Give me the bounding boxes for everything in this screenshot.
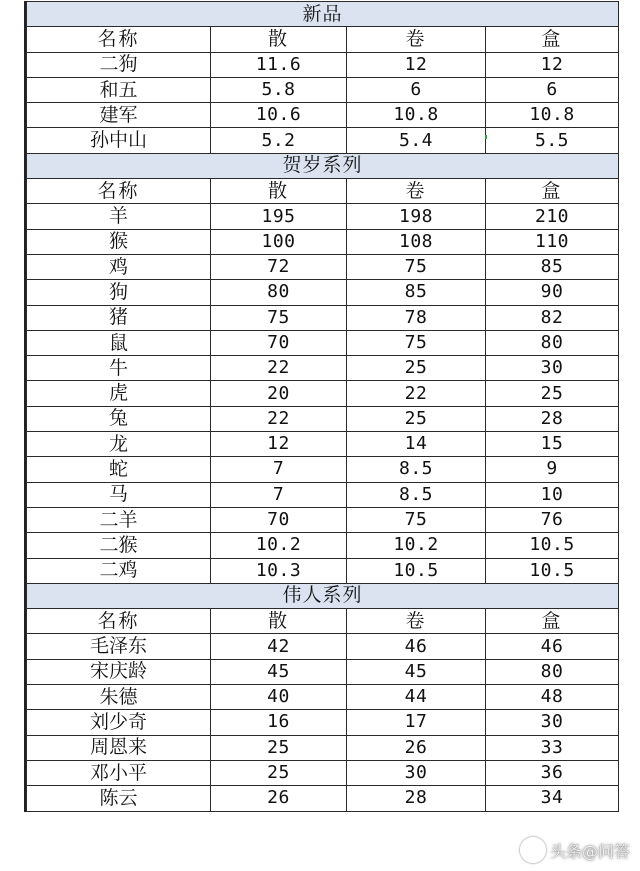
item-name-cell: 朱德 (27, 685, 211, 710)
table-row (27, 254, 619, 279)
price-cell: 48 (486, 685, 619, 710)
item-name-cell: 陈云 (27, 786, 211, 811)
item-name-cell: 羊 (27, 204, 211, 229)
price-cell: 22 (211, 406, 347, 431)
item-name-cell: 孙中山 (27, 128, 211, 153)
price-cell: 25 (486, 381, 619, 406)
item-name-cell: 和五 (27, 77, 211, 102)
price-cell: 44 (347, 685, 486, 710)
column-header-cell: 卷 (347, 179, 486, 204)
toutiao-watermark (520, 837, 630, 863)
price-cell: 12 (211, 432, 347, 457)
column-header-cell: 散 (211, 609, 347, 634)
price-cell: 22 (211, 356, 347, 381)
column-header-cell: 盒 (486, 27, 619, 52)
price-cell: 11.6 (211, 52, 347, 77)
column-header-cell: 盒 (486, 179, 619, 204)
table-row (27, 634, 619, 659)
price-cell: 33 (486, 735, 619, 760)
item-name-cell: 毛泽东 (27, 634, 211, 659)
price-cell: 10.5 (486, 558, 619, 583)
table-row (27, 685, 619, 710)
table-row (27, 457, 619, 482)
price-cell: 26 (347, 735, 486, 760)
table-row (27, 659, 619, 684)
item-name-cell: 虎 (27, 381, 211, 406)
price-cell: 8.5 (347, 482, 486, 507)
price-cell: 80 (486, 330, 619, 355)
item-name-cell: 猪 (27, 305, 211, 330)
table-row (27, 381, 619, 406)
price-cell: 5.5 (486, 128, 619, 153)
column-header-row (27, 609, 619, 634)
price-cell: 10.8 (486, 103, 619, 128)
price-cell: 198 (347, 204, 486, 229)
price-cell: 76 (486, 507, 619, 532)
column-header-cell: 卷 (347, 27, 486, 52)
price-cell: 80 (486, 659, 619, 684)
table-row (27, 406, 619, 431)
column-header-cell: 名称 (27, 27, 211, 52)
price-cell: 8.5 (347, 457, 486, 482)
price-cell: 75 (347, 507, 486, 532)
price-cell: 195 (211, 204, 347, 229)
price-cell: 10.5 (347, 558, 486, 583)
price-cell: 40 (211, 685, 347, 710)
price-cell: 30 (347, 760, 486, 785)
price-cell: 22 (347, 381, 486, 406)
price-cell: 28 (486, 406, 619, 431)
table-row (27, 103, 619, 128)
price-cell: 7 (211, 457, 347, 482)
price-cell: 80 (211, 280, 347, 305)
price-cell: 82 (486, 305, 619, 330)
table-row (27, 735, 619, 760)
table-row (27, 710, 619, 735)
price-table (26, 1, 619, 812)
price-cell: 25 (211, 735, 347, 760)
price-cell: 14 (347, 432, 486, 457)
price-cell: 85 (486, 254, 619, 279)
watermark-text: 头条@问答 (549, 841, 630, 861)
price-cell: 5.4 (347, 128, 486, 153)
item-name-cell: 龙 (27, 432, 211, 457)
price-cell: 45 (211, 659, 347, 684)
item-name-cell: 马 (27, 482, 211, 507)
price-cell: 85 (347, 280, 486, 305)
price-cell: 20 (211, 381, 347, 406)
price-cell: 45 (347, 659, 486, 684)
column-header-row (27, 179, 619, 204)
section-header-row (27, 583, 619, 608)
price-cell: 5.8 (211, 77, 347, 102)
section-header-row (27, 2, 619, 27)
table-row (27, 280, 619, 305)
price-cell: 10.2 (211, 533, 347, 558)
price-cell: 12 (486, 52, 619, 77)
price-cell: 28 (347, 786, 486, 811)
price-cell: 25 (347, 406, 486, 431)
price-cell: 100 (211, 229, 347, 254)
item-name-cell: 二羊 (27, 507, 211, 532)
price-cell: 12 (347, 52, 486, 77)
item-name-cell: 刘少奇 (27, 710, 211, 735)
price-cell: 10.3 (211, 558, 347, 583)
table-row (27, 507, 619, 532)
price-cell: 30 (486, 710, 619, 735)
column-header-cell: 散 (211, 179, 347, 204)
chat-bubble-icon (520, 837, 546, 863)
price-cell: 108 (347, 229, 486, 254)
item-name-cell: 二猴 (27, 533, 211, 558)
table-row (27, 558, 619, 583)
item-name-cell: 宋庆龄 (27, 659, 211, 684)
price-cell: 210 (486, 204, 619, 229)
price-cell: 42 (211, 634, 347, 659)
item-name-cell: 鼠 (27, 330, 211, 355)
item-name-cell: 周恩来 (27, 735, 211, 760)
table-row (27, 482, 619, 507)
table-row (27, 760, 619, 785)
table-row (27, 432, 619, 457)
column-header-cell: 卷 (347, 609, 486, 634)
price-cell: 7 (211, 482, 347, 507)
item-name-cell: 二狗 (27, 52, 211, 77)
column-header-cell: 名称 (27, 609, 211, 634)
table-row (27, 77, 619, 102)
price-cell: 25 (347, 356, 486, 381)
table-row (27, 330, 619, 355)
price-cell: 9 (486, 457, 619, 482)
section-title: 伟人系列 (27, 583, 619, 608)
item-name-cell: 兔 (27, 406, 211, 431)
price-cell: 78 (347, 305, 486, 330)
table-row (27, 128, 619, 153)
column-header-row (27, 27, 619, 52)
price-cell: 36 (486, 760, 619, 785)
table-row (27, 52, 619, 77)
price-cell: 10.5 (486, 533, 619, 558)
price-cell: 26 (211, 786, 347, 811)
price-cell: 75 (347, 254, 486, 279)
table-row (27, 356, 619, 381)
section-title: 贺岁系列 (27, 153, 619, 178)
price-cell: 17 (347, 710, 486, 735)
price-cell: 16 (211, 710, 347, 735)
table-row (27, 533, 619, 558)
price-cell: 10 (486, 482, 619, 507)
item-name-cell: 狗 (27, 280, 211, 305)
item-name-cell: 牛 (27, 356, 211, 381)
price-cell: 6 (486, 77, 619, 102)
price-cell: 46 (486, 634, 619, 659)
table-row (27, 204, 619, 229)
cell-cursor-mark (485, 135, 487, 139)
price-cell: 46 (347, 634, 486, 659)
price-cell: 25 (211, 760, 347, 785)
price-cell: 30 (486, 356, 619, 381)
section-title: 新品 (27, 2, 619, 27)
price-cell: 15 (486, 432, 619, 457)
column-header-cell: 名称 (27, 179, 211, 204)
price-sheet (24, 1, 618, 812)
section-header-row (27, 153, 619, 178)
price-cell: 90 (486, 280, 619, 305)
price-cell: 10.8 (347, 103, 486, 128)
item-name-cell: 建军 (27, 103, 211, 128)
price-cell: 75 (347, 330, 486, 355)
price-cell: 10.2 (347, 533, 486, 558)
price-cell: 110 (486, 229, 619, 254)
price-cell: 34 (486, 786, 619, 811)
table-row (27, 786, 619, 811)
item-name-cell: 蛇 (27, 457, 211, 482)
price-cell: 72 (211, 254, 347, 279)
item-name-cell: 鸡 (27, 254, 211, 279)
price-cell: 6 (347, 77, 486, 102)
table-row (27, 305, 619, 330)
item-name-cell: 邓小平 (27, 760, 211, 785)
table-row (27, 229, 619, 254)
column-header-cell: 盒 (486, 609, 619, 634)
item-name-cell: 二鸡 (27, 558, 211, 583)
price-cell: 5.2 (211, 128, 347, 153)
column-header-cell: 散 (211, 27, 347, 52)
price-cell: 70 (211, 507, 347, 532)
price-cell: 10.6 (211, 103, 347, 128)
item-name-cell: 猴 (27, 229, 211, 254)
price-cell: 75 (211, 305, 347, 330)
price-cell: 70 (211, 330, 347, 355)
